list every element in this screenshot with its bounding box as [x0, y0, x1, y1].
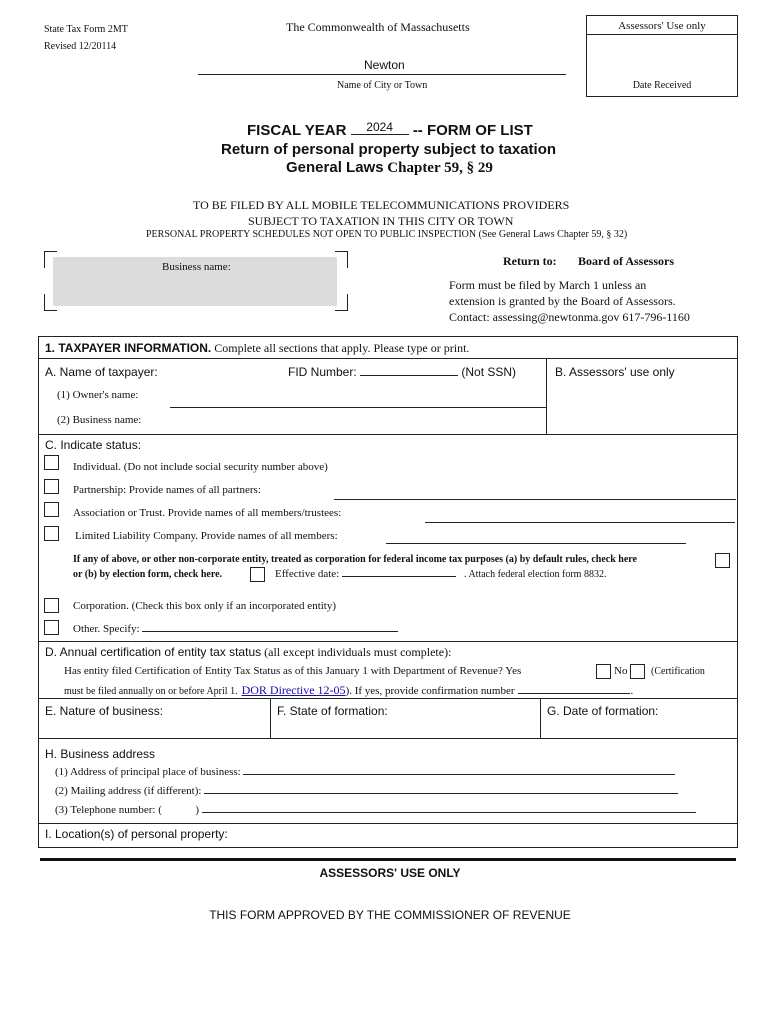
- assessors-use-only-footer: ASSESSORS' USE ONLY: [319, 866, 461, 880]
- g-date-of-formation-label: G. Date of formation:: [547, 704, 659, 718]
- partnership-checkbox[interactable]: [44, 479, 59, 494]
- h2-mailing-address[interactable]: (2) Mailing address (if different):: [55, 785, 678, 797]
- f-state-of-formation-label: F. State of formation:: [277, 704, 388, 718]
- individual-checkbox[interactable]: [44, 455, 59, 470]
- revised-date: Revised 12/20114: [44, 41, 117, 52]
- status-corporation: Corporation. (Check this box only if an incorporated entity): [73, 600, 337, 612]
- partners-input[interactable]: [334, 499, 736, 500]
- return-to-label: Return to:: [503, 254, 557, 268]
- town-line: [198, 74, 566, 75]
- a-taxpayer-name-label: A. Name of taxpayer:: [45, 365, 158, 379]
- fiscal-year-title: FISCAL YEAR 2024 -- FORM OF LIST: [247, 120, 533, 139]
- members-trustees-input[interactable]: [425, 522, 735, 523]
- contact-info: Contact: assessing@newtonma.gov 617-796-1160: [449, 310, 690, 324]
- title-line3: General Laws Chapter 59, § 29: [286, 159, 493, 176]
- corp-treatment-line2: or (b) by election form, check here.: [73, 569, 223, 580]
- corporation-checkbox[interactable]: [44, 598, 59, 613]
- section1-heading: 1. TAXPAYER INFORMATION. Complete all sections that apply. Please type or print.: [45, 341, 470, 355]
- no-checkbox[interactable]: [630, 664, 645, 679]
- e-nature-of-business-label: E. Nature of business:: [45, 704, 164, 718]
- return-to-value: Board of Assessors: [578, 254, 675, 268]
- no-label: No: [614, 665, 628, 677]
- b-assessors-use-label: B. Assessors' use only: [555, 365, 675, 379]
- c-status-label: C. Indicate status:: [45, 438, 142, 452]
- h3-telephone[interactable]: (3) Telephone number: ( ): [55, 804, 696, 816]
- election-form-checkbox[interactable]: [250, 567, 265, 582]
- town-caption: Name of City or Town: [337, 80, 428, 91]
- status-llc: Limited Liability Company. Provide names of all members:: [75, 530, 338, 542]
- status-association: Association or Trust. Provide names of all members/trustees:: [73, 507, 342, 519]
- title-line2: Return of personal property subject to taxation: [221, 141, 557, 158]
- llc-members-input[interactable]: [386, 543, 686, 544]
- cert-note: (Certification: [651, 666, 705, 677]
- d-certification-label: D. Annual certification of entity tax status (all except individuals must complete):: [45, 645, 452, 659]
- d-line2: must be filed annually on or before April 1. DOR Directive 12-05). If yes, provide confirmation number .: [64, 683, 634, 697]
- status-individual: Individual. (Do not include social security number above): [73, 461, 328, 473]
- filed-by: TO BE FILED BY ALL MOBILE TELECOMMUNICATIONS PROVIDERS: [193, 198, 570, 212]
- subject-to: SUBJECT TO TAXATION IN THIS CITY OR TOWN: [248, 214, 514, 228]
- approved-by-commissioner: THIS FORM APPROVED BY THE COMMISSIONER OF REVENUE: [209, 908, 571, 922]
- h-business-address-label: H. Business address: [45, 747, 156, 761]
- form-id: State Tax Form 2MT: [44, 24, 128, 35]
- fiscal-year-input[interactable]: 2024: [351, 120, 409, 135]
- confirmation-number-input[interactable]: [518, 693, 630, 694]
- schedules-note: PERSONAL PROPERTY SCHEDULES NOT OPEN TO PUBLIC INSPECTION (See General Laws Chapter 59, § 32): [146, 229, 628, 240]
- owner-name-label: (1) Owner's name:: [57, 389, 139, 401]
- yes-checkbox[interactable]: [596, 664, 611, 679]
- owner-name-input[interactable]: [170, 407, 546, 408]
- effective-date-field[interactable]: Effective date:: [275, 568, 456, 580]
- d-question: Has entity filed Certification of Entity Tax Status as of this January 1 with Department of Revenue? Yes: [64, 665, 522, 677]
- commonwealth-title: The Commonwealth of Massachusetts: [286, 20, 470, 34]
- i-location-label: I. Location(s) of personal property:: [45, 827, 228, 841]
- fid-number-field[interactable]: FID Number: (Not SSN): [288, 365, 517, 379]
- business-name-area[interactable]: [44, 251, 348, 311]
- llc-checkbox[interactable]: [44, 526, 59, 541]
- dor-directive-link[interactable]: DOR Directive 12-05: [241, 683, 346, 697]
- date-received-label: Date Received: [632, 80, 692, 91]
- assessors-use-box: [586, 15, 738, 97]
- status-partnership: Partnership: Provide names of all partners:: [73, 484, 261, 496]
- filing-note-2: extension is granted by the Board of Assessors.: [449, 294, 676, 308]
- town-value[interactable]: Newton: [364, 58, 405, 72]
- assessors-use-label: Assessors' Use only: [618, 20, 706, 32]
- h1-principal-address[interactable]: (1) Address of principal place of business:: [55, 766, 675, 778]
- business-name-label: Business name:: [162, 261, 231, 273]
- business-name-label-2: (2) Business name:: [57, 414, 142, 426]
- default-rules-checkbox[interactable]: [715, 553, 730, 568]
- status-other[interactable]: Other. Specify:: [73, 623, 398, 635]
- filing-note-1: Form must be filed by March 1 unless an: [449, 278, 647, 292]
- attach-note: . Attach federal election form 8832.: [464, 569, 607, 580]
- corp-treatment-line1: If any of above, or other non-corporate entity, treated as corporation for federal income tax purposes (a) by default rules, check here: [73, 554, 637, 565]
- other-checkbox[interactable]: [44, 620, 59, 635]
- footer-rule: [40, 858, 736, 861]
- association-checkbox[interactable]: [44, 502, 59, 517]
